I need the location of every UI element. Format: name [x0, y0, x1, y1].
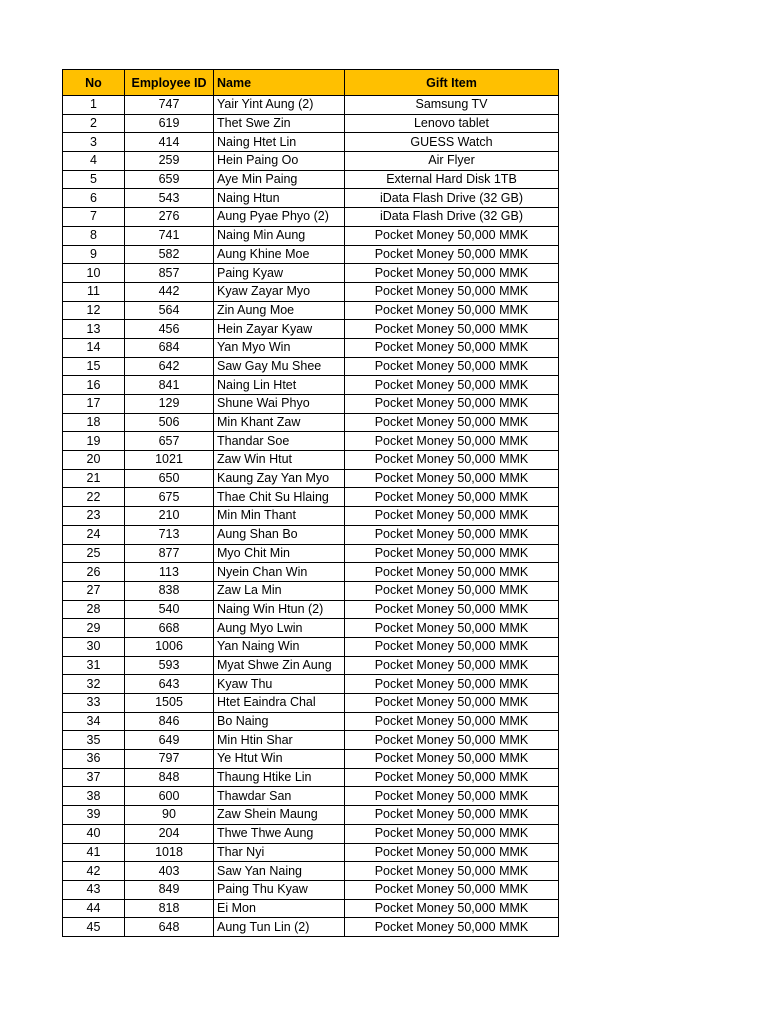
cell-name: Thar Nyi — [214, 843, 345, 862]
cell-gift-item: Pocket Money 50,000 MMK — [345, 862, 559, 881]
cell-gift-item: Pocket Money 50,000 MMK — [345, 338, 559, 357]
cell-no: 13 — [63, 320, 125, 339]
table-row — [63, 806, 559, 825]
cell-employee-id: 276 — [125, 208, 214, 227]
cell-gift-item: Pocket Money 50,000 MMK — [345, 282, 559, 301]
cell-name: Naing Htet Lin — [214, 133, 345, 152]
table-row — [63, 824, 559, 843]
cell-name: Hein Paing Oo — [214, 152, 345, 171]
table-row — [63, 899, 559, 918]
cell-employee-id: 668 — [125, 619, 214, 638]
cell-employee-id: 642 — [125, 357, 214, 376]
cell-no: 15 — [63, 357, 125, 376]
cell-name: Ei Mon — [214, 899, 345, 918]
cell-gift-item: Pocket Money 50,000 MMK — [345, 731, 559, 750]
cell-name: Paing Thu Kyaw — [214, 880, 345, 899]
table-row — [63, 619, 559, 638]
cell-name: Zaw Shein Maung — [214, 806, 345, 825]
table-row — [63, 563, 559, 582]
cell-employee-id: 713 — [125, 525, 214, 544]
cell-employee-id: 259 — [125, 152, 214, 171]
cell-employee-id: 741 — [125, 226, 214, 245]
cell-employee-id: 540 — [125, 600, 214, 619]
cell-no: 5 — [63, 170, 125, 189]
cell-no: 26 — [63, 563, 125, 582]
cell-employee-id: 650 — [125, 469, 214, 488]
cell-employee-id: 414 — [125, 133, 214, 152]
cell-gift-item: Pocket Money 50,000 MMK — [345, 320, 559, 339]
cell-name: Paing Kyaw — [214, 264, 345, 283]
cell-employee-id: 846 — [125, 712, 214, 731]
cell-no: 17 — [63, 395, 125, 414]
cell-no: 27 — [63, 581, 125, 600]
cell-gift-item: Pocket Money 50,000 MMK — [345, 376, 559, 395]
cell-gift-item: Pocket Money 50,000 MMK — [345, 880, 559, 899]
table-row — [63, 114, 559, 133]
cell-gift-item: Pocket Money 50,000 MMK — [345, 245, 559, 264]
table-row — [63, 96, 559, 115]
column-header-gift-item: Gift Item — [345, 70, 559, 96]
cell-no: 38 — [63, 787, 125, 806]
cell-no: 24 — [63, 525, 125, 544]
cell-employee-id: 1021 — [125, 451, 214, 470]
cell-gift-item: Pocket Money 50,000 MMK — [345, 619, 559, 638]
cell-name: Thandar Soe — [214, 432, 345, 451]
table-row — [63, 282, 559, 301]
cell-gift-item: Pocket Money 50,000 MMK — [345, 507, 559, 526]
cell-employee-id: 675 — [125, 488, 214, 507]
cell-gift-item: Pocket Money 50,000 MMK — [345, 357, 559, 376]
cell-employee-id: 657 — [125, 432, 214, 451]
cell-employee-id: 442 — [125, 282, 214, 301]
cell-employee-id: 582 — [125, 245, 214, 264]
cell-name: Zin Aung Moe — [214, 301, 345, 320]
cell-employee-id: 643 — [125, 675, 214, 694]
cell-name: Thet Swe Zin — [214, 114, 345, 133]
cell-no: 21 — [63, 469, 125, 488]
table-header — [63, 70, 559, 96]
cell-name: Aung Myo Lwin — [214, 619, 345, 638]
cell-employee-id: 818 — [125, 899, 214, 918]
cell-no: 44 — [63, 899, 125, 918]
cell-employee-id: 564 — [125, 301, 214, 320]
cell-name: Min Htin Shar — [214, 731, 345, 750]
cell-employee-id: 877 — [125, 544, 214, 563]
cell-employee-id: 403 — [125, 862, 214, 881]
table-row — [63, 843, 559, 862]
cell-gift-item: Pocket Money 50,000 MMK — [345, 918, 559, 937]
cell-no: 39 — [63, 806, 125, 825]
table-row — [63, 712, 559, 731]
cell-gift-item: Pocket Money 50,000 MMK — [345, 395, 559, 414]
table-row — [63, 862, 559, 881]
cell-no: 19 — [63, 432, 125, 451]
cell-gift-item: Lenovo tablet — [345, 114, 559, 133]
cell-gift-item: Pocket Money 50,000 MMK — [345, 469, 559, 488]
cell-no: 22 — [63, 488, 125, 507]
table-row — [63, 469, 559, 488]
cell-employee-id: 684 — [125, 338, 214, 357]
table-row — [63, 133, 559, 152]
cell-no: 14 — [63, 338, 125, 357]
cell-gift-item: iData Flash Drive (32 GB) — [345, 208, 559, 227]
cell-gift-item: Pocket Money 50,000 MMK — [345, 750, 559, 769]
cell-employee-id: 210 — [125, 507, 214, 526]
cell-gift-item: Pocket Money 50,000 MMK — [345, 768, 559, 787]
cell-employee-id: 593 — [125, 656, 214, 675]
cell-name: Aung Shan Bo — [214, 525, 345, 544]
cell-no: 8 — [63, 226, 125, 245]
cell-gift-item: iData Flash Drive (32 GB) — [345, 189, 559, 208]
cell-name: Kyaw Zayar Myo — [214, 282, 345, 301]
table-row — [63, 656, 559, 675]
cell-gift-item: Pocket Money 50,000 MMK — [345, 226, 559, 245]
cell-employee-id: 648 — [125, 918, 214, 937]
cell-name: Zaw Win Htut — [214, 451, 345, 470]
cell-gift-item: Samsung TV — [345, 96, 559, 115]
cell-no: 37 — [63, 768, 125, 787]
cell-employee-id: 619 — [125, 114, 214, 133]
cell-no: 29 — [63, 619, 125, 638]
cell-name: Hein Zayar Kyaw — [214, 320, 345, 339]
cell-gift-item: Pocket Money 50,000 MMK — [345, 600, 559, 619]
table-row — [63, 880, 559, 899]
cell-employee-id: 129 — [125, 395, 214, 414]
cell-gift-item: Pocket Money 50,000 MMK — [345, 899, 559, 918]
cell-name: Naing Win Htun (2) — [214, 600, 345, 619]
cell-employee-id: 113 — [125, 563, 214, 582]
cell-employee-id: 90 — [125, 806, 214, 825]
cell-name: Aung Pyae Phyo (2) — [214, 208, 345, 227]
table-row — [63, 376, 559, 395]
cell-gift-item: Pocket Money 50,000 MMK — [345, 264, 559, 283]
cell-gift-item: External Hard Disk 1TB — [345, 170, 559, 189]
table-body — [63, 96, 559, 937]
cell-name: Yan Myo Win — [214, 338, 345, 357]
cell-gift-item: Pocket Money 50,000 MMK — [345, 843, 559, 862]
cell-name: Myat Shwe Zin Aung — [214, 656, 345, 675]
cell-name: Shune Wai Phyo — [214, 395, 345, 414]
cell-employee-id: 649 — [125, 731, 214, 750]
cell-no: 18 — [63, 413, 125, 432]
cell-name: Thae Chit Su Hlaing — [214, 488, 345, 507]
cell-no: 3 — [63, 133, 125, 152]
cell-no: 34 — [63, 712, 125, 731]
cell-no: 16 — [63, 376, 125, 395]
cell-gift-item: Pocket Money 50,000 MMK — [345, 694, 559, 713]
table-row — [63, 918, 559, 937]
cell-employee-id: 1505 — [125, 694, 214, 713]
cell-employee-id: 659 — [125, 170, 214, 189]
cell-no: 42 — [63, 862, 125, 881]
table-row — [63, 731, 559, 750]
cell-no: 33 — [63, 694, 125, 713]
cell-name: Kaung Zay Yan Myo — [214, 469, 345, 488]
table-row — [63, 581, 559, 600]
cell-name: Thwe Thwe Aung — [214, 824, 345, 843]
cell-gift-item: Pocket Money 50,000 MMK — [345, 525, 559, 544]
cell-gift-item: Pocket Money 50,000 MMK — [345, 637, 559, 656]
table-row — [63, 507, 559, 526]
cell-name: Naing Lin Htet — [214, 376, 345, 395]
cell-name: Yan Naing Win — [214, 637, 345, 656]
column-header-name: Name — [214, 70, 345, 96]
cell-name: Htet Eaindra Chal — [214, 694, 345, 713]
cell-no: 43 — [63, 880, 125, 899]
cell-employee-id: 747 — [125, 96, 214, 115]
cell-no: 1 — [63, 96, 125, 115]
cell-no: 9 — [63, 245, 125, 264]
cell-no: 12 — [63, 301, 125, 320]
cell-no: 23 — [63, 507, 125, 526]
table-row — [63, 189, 559, 208]
table-row — [63, 750, 559, 769]
table-row — [63, 768, 559, 787]
cell-employee-id: 857 — [125, 264, 214, 283]
cell-employee-id: 456 — [125, 320, 214, 339]
table-row — [63, 245, 559, 264]
table-row — [63, 694, 559, 713]
cell-name: Thawdar San — [214, 787, 345, 806]
cell-name: Min Min Thant — [214, 507, 345, 526]
cell-name: Ye Htut Win — [214, 750, 345, 769]
table-row — [63, 264, 559, 283]
cell-employee-id: 506 — [125, 413, 214, 432]
cell-no: 25 — [63, 544, 125, 563]
table-row — [63, 787, 559, 806]
table-row — [63, 488, 559, 507]
cell-no: 40 — [63, 824, 125, 843]
cell-no: 45 — [63, 918, 125, 937]
table-row — [63, 395, 559, 414]
cell-gift-item: Pocket Money 50,000 MMK — [345, 544, 559, 563]
cell-no: 6 — [63, 189, 125, 208]
cell-no: 41 — [63, 843, 125, 862]
cell-employee-id: 841 — [125, 376, 214, 395]
cell-name: Nyein Chan Win — [214, 563, 345, 582]
cell-employee-id: 600 — [125, 787, 214, 806]
cell-name: Aung Tun Lin (2) — [214, 918, 345, 937]
cell-name: Bo Naing — [214, 712, 345, 731]
cell-gift-item: Pocket Money 50,000 MMK — [345, 413, 559, 432]
header-row — [63, 70, 559, 96]
cell-no: 11 — [63, 282, 125, 301]
cell-employee-id: 838 — [125, 581, 214, 600]
cell-employee-id: 797 — [125, 750, 214, 769]
table-row — [63, 600, 559, 619]
cell-employee-id: 204 — [125, 824, 214, 843]
cell-gift-item: Pocket Money 50,000 MMK — [345, 488, 559, 507]
cell-no: 35 — [63, 731, 125, 750]
cell-name: Aye Min Paing — [214, 170, 345, 189]
cell-name: Yair Yint Aung (2) — [214, 96, 345, 115]
cell-gift-item: Pocket Money 50,000 MMK — [345, 712, 559, 731]
table-row — [63, 432, 559, 451]
cell-gift-item: Pocket Money 50,000 MMK — [345, 301, 559, 320]
cell-gift-item: Pocket Money 50,000 MMK — [345, 675, 559, 694]
cell-no: 20 — [63, 451, 125, 470]
table-row — [63, 338, 559, 357]
cell-no: 28 — [63, 600, 125, 619]
cell-name: Saw Yan Naing — [214, 862, 345, 881]
cell-no: 10 — [63, 264, 125, 283]
cell-gift-item: Pocket Money 50,000 MMK — [345, 806, 559, 825]
cell-gift-item: Pocket Money 50,000 MMK — [345, 787, 559, 806]
table-row — [63, 152, 559, 171]
table-row — [63, 320, 559, 339]
cell-name: Saw Gay Mu Shee — [214, 357, 345, 376]
table-row — [63, 637, 559, 656]
cell-name: Naing Htun — [214, 189, 345, 208]
cell-name: Myo Chit Min — [214, 544, 345, 563]
cell-no: 4 — [63, 152, 125, 171]
cell-gift-item: Air Flyer — [345, 152, 559, 171]
cell-gift-item: Pocket Money 50,000 MMK — [345, 656, 559, 675]
table-row — [63, 226, 559, 245]
cell-no: 7 — [63, 208, 125, 227]
table-row — [63, 451, 559, 470]
cell-gift-item: Pocket Money 50,000 MMK — [345, 581, 559, 600]
table-row — [63, 357, 559, 376]
table-row — [63, 301, 559, 320]
cell-gift-item: Pocket Money 50,000 MMK — [345, 563, 559, 582]
gift-list-table — [62, 69, 559, 937]
table-row — [63, 208, 559, 227]
cell-no: 36 — [63, 750, 125, 769]
cell-employee-id: 848 — [125, 768, 214, 787]
cell-no: 30 — [63, 637, 125, 656]
column-header-employee-id: Employee ID — [125, 70, 214, 96]
column-header-no: No — [63, 70, 125, 96]
cell-employee-id: 849 — [125, 880, 214, 899]
cell-no: 31 — [63, 656, 125, 675]
table-row — [63, 525, 559, 544]
cell-employee-id: 1006 — [125, 637, 214, 656]
table-row — [63, 675, 559, 694]
cell-name: Aung Khine Moe — [214, 245, 345, 264]
cell-gift-item: Pocket Money 50,000 MMK — [345, 451, 559, 470]
cell-employee-id: 1018 — [125, 843, 214, 862]
cell-name: Naing Min Aung — [214, 226, 345, 245]
cell-name: Zaw La Min — [214, 581, 345, 600]
table-row — [63, 544, 559, 563]
table-row — [63, 170, 559, 189]
cell-employee-id: 543 — [125, 189, 214, 208]
cell-gift-item: GUESS Watch — [345, 133, 559, 152]
cell-gift-item: Pocket Money 50,000 MMK — [345, 824, 559, 843]
cell-name: Kyaw Thu — [214, 675, 345, 694]
cell-no: 32 — [63, 675, 125, 694]
cell-name: Thaung Htike Lin — [214, 768, 345, 787]
cell-name: Min Khant Zaw — [214, 413, 345, 432]
cell-no: 2 — [63, 114, 125, 133]
table-row — [63, 413, 559, 432]
cell-gift-item: Pocket Money 50,000 MMK — [345, 432, 559, 451]
